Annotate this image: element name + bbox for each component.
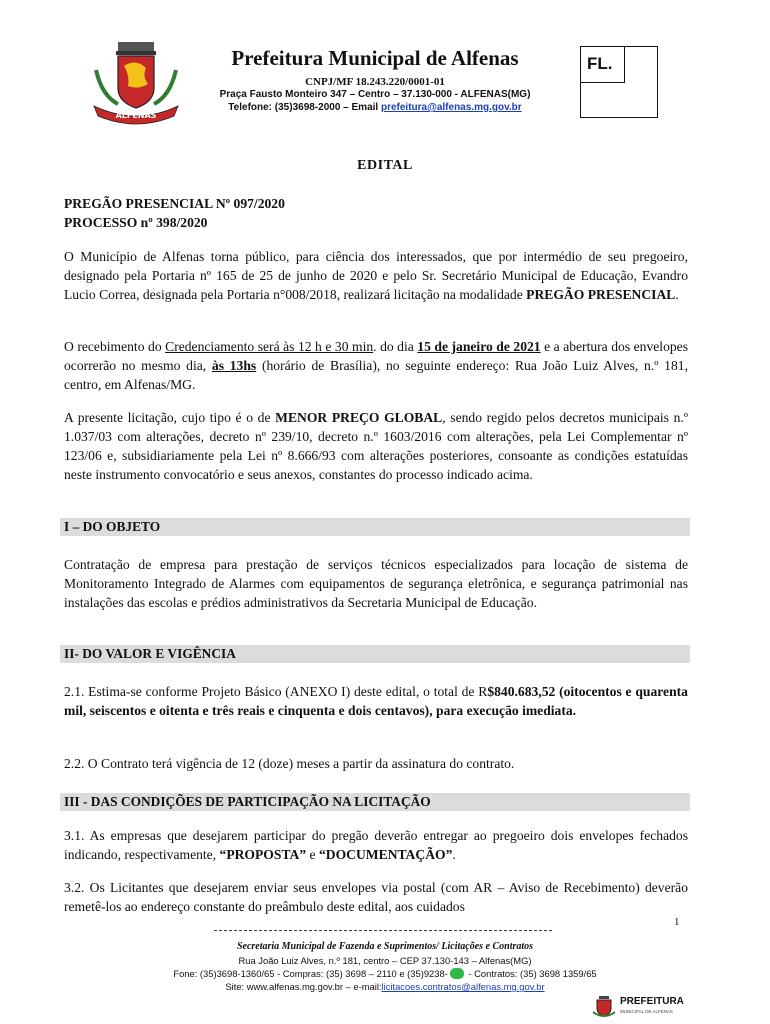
page-stamp-label-cell	[581, 47, 625, 83]
schedule-text-c: e a abertura dos envelopes ocorrerão no mesmo dia,	[64, 339, 688, 373]
participacao-paragraph-2: 3.2. Os Licitantes que desejarem enviar seus envelopes via postal (com AR – Aviso de Recebimento) deverão remetê-los ao endereço constante do preâmbulo deste edital, aos cuidados	[64, 880, 688, 914]
page-stamp-box	[580, 46, 658, 118]
footer-department: Secretaria Municipal de Fazenda e Suprimentos/ Licitações e Contratos	[236, 941, 534, 952]
footer-site	[0, 981, 770, 992]
part1-text-a: 3.1. As empresas que desejarem participar do pregão deverão entregar ao pregoeiro dois envelopes fechados indicando, respectivamente,	[64, 828, 688, 862]
footer-email-link[interactable]: licitacoes.contratos@alfenas.mg.gov.br	[381, 981, 545, 992]
contact-line	[190, 102, 560, 113]
pregao-number: PREGÃO PRESENCIAL Nº 097/2020	[64, 196, 285, 211]
footer-divider	[214, 930, 552, 931]
intro-text: O Município de Alfenas torna público, para ciência dos interessados, que por intermédio de seu pregoeiro, designado pela Portaria nº 165 de 25 de junho de 2020 e pelo Sr. Secretário Municipal de Educação, Evandro Lucio Correa, designada pela Portaria n°008/2018, realizará licitação na modalidade	[64, 249, 688, 302]
footer-logo-text: PREFEITURA	[620, 996, 684, 1007]
credenciamento-time: Credenciamento será às 12 h e 30 min	[165, 339, 374, 354]
cnpj-line: CNPJ/MF 18.243.220/0001-01	[305, 76, 445, 88]
page-stamp-label: FL.	[587, 54, 613, 73]
part1-text-b: e	[306, 847, 319, 862]
vigencia-paragraph: 2.2. O Contrato terá vigência de 12 (doze) meses a partir da assinatura do contrato.	[64, 756, 515, 771]
legal-paragraph	[64, 408, 688, 484]
participacao-paragraph-1	[64, 826, 688, 864]
document-title: EDITAL	[357, 158, 413, 173]
footer-phones	[0, 968, 770, 979]
valor-text: 2.1. Estima-se conforme Projeto Básico (ANEXO I) deste edital, o total de R	[64, 684, 488, 699]
proposta-label: “PROPOSTA”	[219, 847, 307, 862]
schedule-text-b: . do dia	[373, 339, 418, 354]
legal-text-a: A presente licitação, cujo tipo é o de	[64, 410, 276, 425]
intro-end: .	[675, 287, 679, 302]
processo-number: PROCESSO nº 398/2020	[64, 215, 208, 230]
footer-phones-text-a: Fone: (35)3698-1360/65 - Compras: (35) 3698 – 2110 e (35)9238-	[173, 968, 448, 979]
phone-text: Telefone: (35)3698-2000 – Email	[228, 102, 381, 113]
footer-logo-subtext: MUNICIPAL DE ALFENAS	[620, 1009, 674, 1014]
intro-paragraph	[64, 247, 688, 304]
section-heading-participacao: III - DAS CONDIÇÕES DE PARTICIPAÇÃO NA LICITAÇÃO	[60, 793, 690, 811]
modality-emphasis: PREGÃO PRESENCIAL	[526, 287, 676, 302]
schedule-text-d: (horário de Brasília), no seguinte endereço: Rua João Luiz Alves, n.º 181, centro, em Alfenas/MG.	[64, 358, 688, 392]
section-heading-objeto: I – DO OBJETO	[60, 518, 690, 536]
coat-of-arms-logo	[88, 40, 184, 126]
part1-text-c: .	[452, 847, 456, 862]
footer-site-text: Site: www.alfenas.mg.gov.br – e-mail:	[225, 981, 382, 992]
valor-paragraph	[64, 682, 688, 720]
documentacao-label: “DOCUMENTAÇÃO”	[318, 847, 453, 862]
footer-logo-icon	[592, 994, 616, 1018]
schedule-paragraph	[64, 337, 688, 394]
footer-address: Rua João Luiz Alves, n.º 181, centro – CEP 37.130-143 – Alfenas(MG)	[238, 955, 532, 966]
address-line: Praça Fausto Monteiro 347 – Centro – 37.130-000 - ALFENAS(MG)	[219, 89, 531, 100]
section-heading-valor: II- DO VALOR E VIGÊNCIA	[60, 645, 690, 663]
valor-amount: $840.683,52 (oitocentos e quarenta mil, seiscentos e oitenta e três reais e cinquenta e dois centavos), para execução imediata.	[64, 684, 688, 718]
opening-time: às 13hs	[211, 358, 257, 373]
footer-phones-text-b: - Contratos: (35) 3698 1359/65	[465, 968, 597, 979]
seal-banner-text: ALFENAS	[115, 111, 157, 120]
opening-date: 15 de janeiro de 2021	[417, 339, 541, 354]
schedule-text-a: O recebimento do	[64, 339, 166, 354]
objeto-paragraph: Contratação de empresa para prestação de serviços técnicos especializados para locação de sistema de Monitoramento Integrado de Alarmes com equipamentos de segurança eletrônica, e segurança patrimonial nas instalações das escolas e prédios administrativos da Secretaria Municipal de Educação.	[64, 557, 688, 610]
email-link[interactable]: prefeitura@alfenas.mg.gov.br	[380, 102, 522, 113]
legal-text-b: , sendo regido pelos decretos municipais n.º 1.037/03 com alterações, decreto nº 239/10, decreto n.º 1603/2016 com alterações, pela Lei Complementar nº 123/06 e, subsidiariamente pela Lei nº 8.666/93 com alterações posteriores, consoante as condições estatuídas neste instrumento convocatório e seus anexos, constantes do processo indicado acima.	[64, 410, 688, 482]
municipality-title: Prefeitura Municipal de Alfenas	[231, 46, 519, 70]
price-type-emphasis: MENOR PREÇO GLOBAL	[275, 410, 443, 425]
whatsapp-icon	[450, 968, 464, 979]
page-number: 1	[674, 916, 680, 928]
